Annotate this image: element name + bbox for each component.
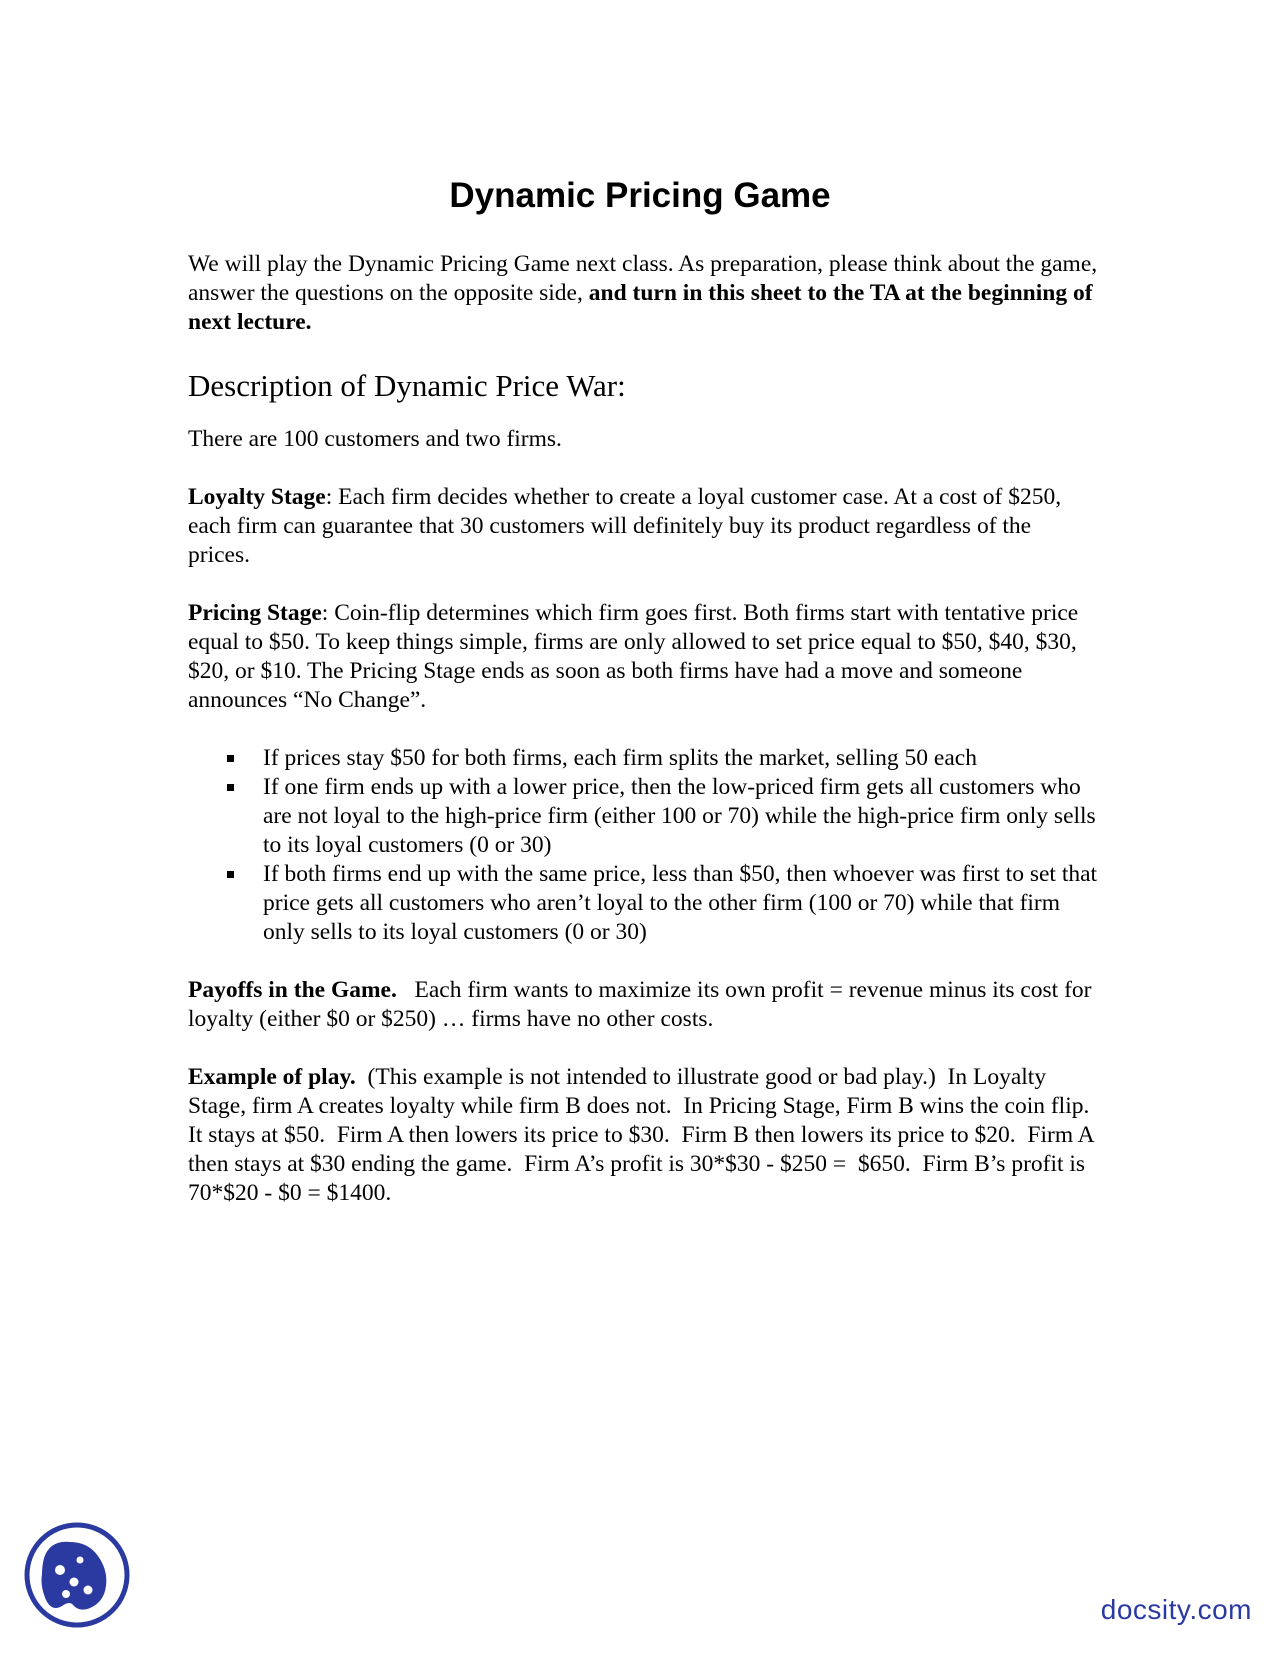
bullet-square-icon — [227, 755, 234, 762]
example-paragraph — [188, 1063, 1102, 1208]
bullet-square-icon — [227, 871, 234, 878]
list-item-text: If both firms end up with the same price, less than $50, then whoever was first to set that price gets all customers who aren’t loyal to the other firm (100 or 70) while that firm only sells to its loyal customers (0 or 30) — [263, 861, 1098, 945]
example-label: Example of play. — [188, 1064, 356, 1090]
logo-graphic — [22, 1520, 132, 1630]
intro-bold-text: and turn in this sheet to the TA at the beginning of next lecture. — [188, 280, 1093, 335]
list-item-text: If one firm ends up with a lower price, then the low-priced firm gets all customers who are not loyal to the high-price firm (either 100 or 70) while the high-price firm only sells to its loyal customers (0 or 30) — [263, 774, 1096, 858]
intro-text: We will play the Dynamic Pricing Game next class. As preparation, please think about the game, answer the questions on the opposite side, — [188, 251, 1098, 306]
list-item — [263, 860, 1098, 947]
payoffs-paragraph — [188, 976, 1098, 1034]
docsity-logo-icon[interactable] — [22, 1520, 132, 1630]
list-item — [263, 773, 1098, 860]
pricing-stage-label: Pricing Stage — [188, 600, 322, 626]
loyalty-stage-label: Loyalty Stage — [188, 484, 326, 510]
pricing-stage-paragraph — [188, 599, 1098, 715]
outcome-list — [188, 744, 1098, 947]
intro-paragraph — [188, 250, 1098, 337]
example-text: (This example is not intended to illustrate good or bad play.) In Loyalty Stage, firm A creates loyalty while firm B does not. In Pricing Stage, Firm B wins the coin flip. It stays at $50. Firm A then lowers its price to $30. Firm B then lowers its price to $20. Firm A then stays at $30 ending the game. Firm A’s profit is 30*$30 - $250 = $650. Firm B’s profit is 70*$20 - $0 = $1400. — [188, 1064, 1102, 1206]
bullet-square-icon — [227, 784, 234, 791]
list-item-text: If prices stay $50 for both firms, each firm splits the market, selling 50 each — [263, 745, 977, 771]
payoffs-label: Payoffs in the Game. — [188, 977, 397, 1003]
section-heading: Description of Dynamic Price War: — [188, 368, 626, 403]
loyalty-stage-text: : Each firm decides whether to create a loyal customer case. At a cost of $250, each firm can guarantee that 30 customers will definitely buy its product regardless of the prices. — [188, 484, 1062, 568]
setup-paragraph: There are 100 customers and two firms. — [188, 426, 562, 452]
brand-link[interactable]: docsity.com — [1100, 1594, 1252, 1625]
document-body — [188, 250, 1102, 1237]
payoffs-text: Each firm wants to maximize its own profit = revenue minus its cost for loyalty (either $0 or $250) … firms have no other costs. — [188, 977, 1098, 1032]
list-item — [263, 744, 1098, 773]
loyalty-stage-paragraph — [188, 483, 1098, 570]
pricing-stage-text: : Coin-flip determines which firm goes first. Both firms start with tentative price equal to $50. To keep things simple, firms are only allowed to set price equal to $50, $40, $30, $20, or $10. The Pricing Stage ends as soon as both firms have had a move and someone announces “No Change”. — [188, 600, 1079, 713]
page-title: Dynamic Pricing Game — [449, 176, 831, 215]
